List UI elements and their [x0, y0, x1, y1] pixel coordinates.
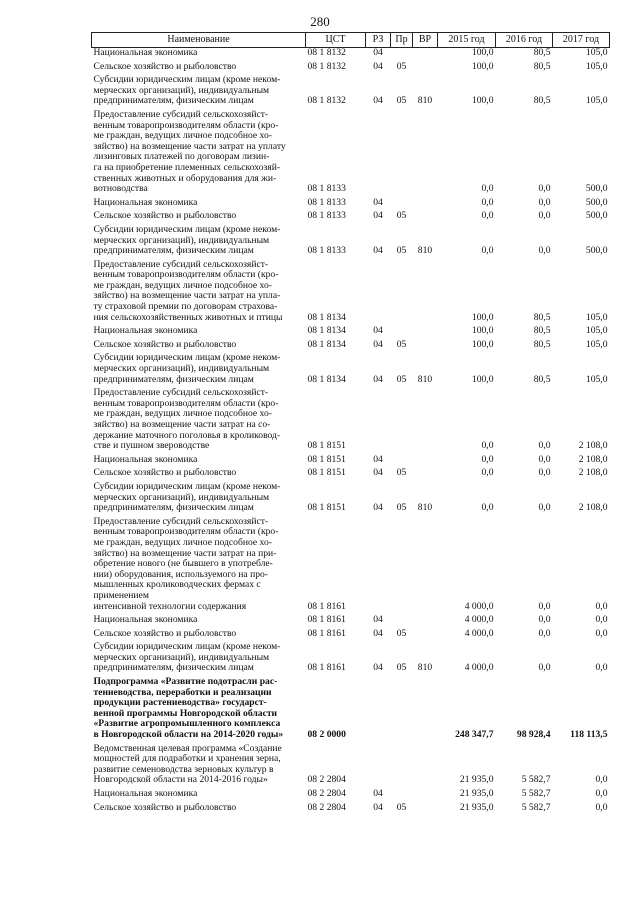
table-row	[92, 803, 610, 817]
cell-cst: 08 1 8133	[307, 210, 346, 222]
cell-rz: 04	[373, 627, 383, 639]
cell-vr	[413, 615, 438, 629]
cell-rz: 04	[373, 614, 383, 626]
cell-rz: 04	[373, 453, 383, 465]
table-row	[92, 198, 610, 212]
cell-rz: 04	[373, 245, 383, 257]
header-row	[92, 33, 610, 48]
cell-rz: 04	[373, 467, 383, 479]
cell-rz: 04	[373, 196, 383, 208]
cell-name: Подпрограмма «Развитие подотрасли рас- тениеводства, переработки и реализации продукции растениеводства» государст- венной программы Новгородской области «Развитие агропромышленного комплекса в Новгородской области на 2014-2020 годы»	[93, 676, 284, 741]
cell-2017: 500,0	[585, 210, 608, 222]
cell-pr	[391, 744, 413, 789]
cell-2015: 100,0	[471, 47, 494, 58]
table-row	[92, 62, 610, 76]
cell-2015: 100,0	[471, 373, 494, 385]
cell-name: Сельское хозяйство и рыболовство	[93, 801, 237, 813]
cell-name: Предоставление субсидий сельскохозяйст- венным товаропроизводителям области (кро- ме граждан, ведущих личное подсобное хо- зяйство) на возмещение части затрат на уплату лизинговых платежей по договорам лизин- га на приобретение племенных сельскохозяй- ственных животных и оборудования для жи- вотноводства	[93, 108, 286, 195]
cell-pr	[391, 48, 413, 62]
table-row	[92, 615, 610, 629]
cell-2015: 248 347,7	[455, 729, 494, 741]
cell-name: Национальная экономика	[93, 453, 198, 465]
cell-2016: 80,5	[533, 311, 551, 323]
cell-2016: 0,0	[538, 627, 551, 639]
cell-pr: 05	[396, 95, 407, 107]
cell-pr: 05	[396, 662, 407, 674]
cell-pr	[391, 517, 413, 615]
cell-2016: 0,0	[538, 245, 551, 257]
cell-cst: 08 1 8132	[307, 95, 346, 107]
cell-cst: 08 1 8161	[307, 600, 346, 612]
cell-2016: 0,0	[538, 440, 551, 452]
cell-2017: 2 108,0	[578, 440, 608, 452]
cell-2015: 21 935,0	[459, 801, 494, 813]
table-row	[92, 260, 610, 327]
cell-name: Сельское хозяйство и рыболовство	[93, 627, 237, 639]
cell-2016: 5 582,7	[521, 774, 551, 786]
cell-vr: 810	[417, 662, 433, 674]
cell-vr	[413, 260, 438, 327]
cell-2017: 0,0	[595, 614, 608, 626]
cell-pr: 05	[396, 801, 407, 813]
cell-cst: 08 1 8133	[307, 245, 346, 257]
cell-2016: 80,5	[533, 47, 551, 58]
cell-rz	[366, 677, 391, 744]
cell-name: Сельское хозяйство и рыболовство	[93, 467, 237, 479]
cell-2016: 80,5	[533, 95, 551, 107]
cell-2016: 80,5	[533, 373, 551, 385]
cell-cst: 08 1 8134	[307, 325, 346, 337]
cell-2015: 0,0	[481, 502, 494, 514]
table-row	[92, 353, 610, 388]
cell-vr: 810	[417, 502, 433, 514]
table-row	[92, 340, 610, 354]
cell-2017: 105,0	[585, 311, 608, 323]
table-row	[92, 388, 610, 455]
cell-2017: 105,0	[585, 373, 608, 385]
table-row	[92, 789, 610, 803]
cell-2015: 21 935,0	[459, 774, 494, 786]
cell-rz: 04	[373, 801, 383, 813]
cell-cst: 08 1 8134	[307, 373, 346, 385]
cell-name: Субсидии юридическим лицам (кроме неком- мерческих организаций), индивидуальным предпринимателям, физическим лицам	[93, 480, 281, 514]
cell-2015: 0,0	[481, 245, 494, 257]
cell-2017: 2 108,0	[578, 453, 608, 465]
cell-name: Предоставление субсидий сельскохозяйст- венным товаропроизводителям области (кро- ме граждан, ведущих личное подсобное хо- зяйство) на возмещение части затрат на упла- ту страховой премии по договорам страхова- ния сельскохозяйственных животных и птицы	[93, 258, 283, 323]
cell-2017: 105,0	[585, 325, 608, 337]
cell-name: Национальная экономика	[93, 47, 198, 58]
cell-name: Субсидии юридическим лицам (кроме неком- мерческих организаций), индивидуальным предпринимателям, физическим лицам	[93, 74, 281, 107]
cell-pr: 05	[396, 210, 407, 222]
cell-pr: 05	[396, 338, 407, 350]
header-2016: 2016 год	[496, 33, 553, 48]
table-row	[92, 642, 610, 677]
cell-rz: 04	[373, 47, 383, 58]
cell-2017: 118 113,5	[570, 729, 608, 741]
cell-rz: 04	[373, 338, 383, 350]
cell-name: Национальная экономика	[93, 196, 198, 208]
cell-2016: 80,5	[533, 338, 551, 350]
cell-2017: 105,0	[585, 60, 608, 72]
cell-pr: 05	[396, 502, 407, 514]
cell-vr	[413, 340, 438, 354]
cell-cst: 08 1 8133	[307, 196, 346, 208]
cell-vr: 810	[417, 373, 433, 385]
cell-2015: 4 000,0	[464, 614, 494, 626]
cell-2017: 0,0	[595, 774, 608, 786]
cell-rz	[366, 110, 391, 198]
cell-2016: 5 582,7	[521, 801, 551, 813]
cell-2015: 0,0	[481, 183, 494, 195]
cell-name: Предоставление субсидий сельскохозяйст- венным товаропроизводителям области (кро- ме граждан, ведущих личное подсобное хо- зяйство) на возмещение части затрат на при- обретение нового (не бывшего в употребле- нии) оборудования, используемого на про- мышленных кролиководческих фермах с применением интенсивной технологии содержания	[93, 515, 279, 612]
cell-vr	[413, 468, 438, 482]
cell-pr	[391, 615, 413, 629]
cell-name: Национальная экономика	[93, 788, 198, 799]
cell-2016: 0,0	[538, 467, 551, 479]
cell-rz: 04	[373, 662, 383, 674]
cell-cst: 08 1 8161	[307, 627, 346, 639]
cell-cst: 08 1 8151	[307, 502, 346, 514]
cell-cst: 08 1 8151	[307, 467, 346, 479]
cell-2016: 0,0	[538, 662, 551, 674]
cell-name: Национальная экономика	[93, 614, 198, 626]
cell-rz: 04	[373, 325, 383, 337]
table-header	[92, 33, 610, 48]
cell-2016: 5 582,7	[521, 788, 551, 799]
cell-2015: 0,0	[481, 440, 494, 452]
cell-pr: 05	[396, 467, 407, 479]
cell-vr	[413, 48, 438, 62]
cell-cst: 08 2 0000	[307, 729, 346, 741]
table-row	[92, 48, 610, 62]
cell-2015: 100,0	[471, 95, 494, 107]
cell-vr	[413, 62, 438, 76]
cell-vr	[413, 744, 438, 789]
table-row	[92, 744, 610, 789]
cell-cst: 08 1 8132	[307, 47, 346, 58]
cell-vr	[413, 629, 438, 643]
cell-cst: 08 1 8161	[307, 662, 346, 674]
cell-name: Субсидии юридическим лицам (кроме неком- мерческих организаций), индивидуальным предпринимателям, физическим лицам	[93, 641, 281, 674]
cell-rz	[366, 260, 391, 327]
cell-vr: 810	[417, 245, 433, 257]
cell-2017: 0,0	[595, 600, 608, 612]
budget-table	[91, 32, 610, 816]
cell-pr	[391, 326, 413, 340]
cell-rz: 04	[373, 60, 383, 72]
cell-pr	[391, 677, 413, 744]
cell-2016: 0,0	[538, 453, 551, 465]
table-row	[92, 677, 610, 744]
cell-cst: 08 1 8151	[307, 440, 346, 452]
table-row	[92, 455, 610, 469]
cell-2016: 80,5	[533, 325, 551, 337]
cell-pr	[391, 455, 413, 469]
cell-cst: 08 1 8134	[307, 311, 346, 323]
cell-2017: 105,0	[585, 338, 608, 350]
cell-vr	[413, 789, 438, 803]
cell-2017: 2 108,0	[578, 467, 608, 479]
cell-name: Предоставление субсидий сельскохозяйст- венным товаропроизводителям области (кро- ме граждан, ведущих личное подсобное хо- зяйство) на возмещение части затрат на со- держание маточного поголовья в кроликовод- стве и пушном звероводстве	[93, 387, 281, 452]
cell-pr: 05	[396, 245, 407, 257]
cell-2016: 98 928,4	[516, 729, 551, 741]
cell-rz: 04	[373, 502, 383, 514]
cell-vr	[413, 677, 438, 744]
cell-cst: 08 2 2804	[307, 774, 346, 786]
cell-2017: 105,0	[585, 47, 608, 58]
cell-rz: 04	[373, 95, 383, 107]
cell-cst: 08 1 8132	[307, 60, 346, 72]
cell-cst: 08 2 2804	[307, 801, 346, 813]
cell-pr	[391, 198, 413, 212]
cell-name: Сельское хозяйство и рыболовство	[93, 338, 237, 350]
cell-2015: 100,0	[471, 338, 494, 350]
cell-2017: 105,0	[585, 95, 608, 107]
cell-2015: 0,0	[481, 196, 494, 208]
cell-pr: 05	[396, 373, 407, 385]
cell-2017: 0,0	[595, 627, 608, 639]
cell-vr: 810	[417, 95, 433, 107]
cell-name: Ведомственная целевая программа «Создание мощностей для подработки и хранения зерна, развитие семеноводства зерновых культур в Новгородской области на 2014-2016 годы»	[93, 742, 282, 786]
cell-2017: 2 108,0	[578, 502, 608, 514]
cell-name: Сельское хозяйство и рыболовство	[93, 210, 237, 222]
cell-pr	[391, 110, 413, 198]
cell-name: Субсидии юридическим лицам (кроме неком- мерческих организаций), индивидуальным предпринимателям, физическим лицам	[93, 223, 281, 257]
table-row	[92, 482, 610, 517]
cell-2016: 0,0	[538, 600, 551, 612]
table-row	[92, 468, 610, 482]
header-2015: 2015 год	[438, 33, 496, 48]
cell-2015: 100,0	[471, 311, 494, 323]
cell-cst: 08 2 2804	[307, 788, 346, 799]
cell-2016: 0,0	[538, 196, 551, 208]
cell-rz	[366, 517, 391, 615]
header-vr: ВР	[413, 33, 438, 48]
table-row	[92, 211, 610, 225]
cell-vr	[413, 803, 438, 817]
cell-pr	[391, 260, 413, 327]
table-row	[92, 326, 610, 340]
cell-rz	[366, 388, 391, 455]
cell-name: Национальная экономика	[93, 325, 198, 337]
cell-2015: 21 935,0	[459, 788, 494, 799]
header-pr: Пр	[391, 33, 413, 48]
cell-vr	[413, 388, 438, 455]
cell-rz: 04	[373, 788, 383, 799]
cell-vr	[413, 517, 438, 615]
cell-rz: 04	[373, 373, 383, 385]
cell-vr	[413, 198, 438, 212]
cell-2017: 500,0	[585, 245, 608, 257]
cell-cst: 08 1 8133	[307, 183, 346, 195]
cell-cst: 08 1 8161	[307, 614, 346, 626]
cell-pr	[391, 789, 413, 803]
table-body	[92, 48, 610, 817]
table-row	[92, 110, 610, 198]
cell-cst: 08 1 8134	[307, 338, 346, 350]
cell-2016: 0,0	[538, 183, 551, 195]
cell-2016: 80,5	[533, 60, 551, 72]
cell-pr: 05	[396, 627, 407, 639]
table-row	[92, 629, 610, 643]
cell-2015: 4 000,0	[464, 662, 494, 674]
table-row	[92, 75, 610, 110]
cell-2016: 0,0	[538, 210, 551, 222]
cell-vr	[413, 211, 438, 225]
cell-2017: 0,0	[595, 662, 608, 674]
header-rz: РЗ	[366, 33, 391, 48]
cell-2016: 0,0	[538, 614, 551, 626]
cell-2017: 500,0	[585, 196, 608, 208]
header-name: Наименование	[92, 33, 306, 48]
cell-name: Сельское хозяйство и рыболовство	[93, 60, 237, 72]
cell-2017: 500,0	[585, 183, 608, 195]
cell-2015: 0,0	[481, 210, 494, 222]
cell-name: Субсидии юридическим лицам (кроме неком- мерческих организаций), индивидуальным предпринимателям, физическим лицам	[93, 352, 281, 385]
cell-vr	[413, 110, 438, 198]
cell-pr	[391, 388, 413, 455]
table-row	[92, 225, 610, 260]
cell-rz	[366, 744, 391, 789]
cell-2016: 0,0	[538, 502, 551, 514]
cell-2017: 0,0	[595, 788, 608, 799]
header-cst: ЦСТ	[306, 33, 366, 48]
cell-vr	[413, 455, 438, 469]
cell-2015: 0,0	[481, 467, 494, 479]
cell-2015: 4 000,0	[464, 627, 494, 639]
table-row	[92, 517, 610, 615]
header-2017: 2017 год	[553, 33, 610, 48]
cell-pr: 05	[396, 60, 407, 72]
cell-vr	[413, 326, 438, 340]
cell-2015: 100,0	[471, 60, 494, 72]
cell-2015: 4 000,0	[464, 600, 494, 612]
cell-cst: 08 1 8151	[307, 453, 346, 465]
cell-2015: 0,0	[481, 453, 494, 465]
cell-2017: 0,0	[595, 801, 608, 813]
cell-2015: 100,0	[471, 325, 494, 337]
page-number: 280	[310, 14, 330, 29]
cell-rz: 04	[373, 210, 383, 222]
